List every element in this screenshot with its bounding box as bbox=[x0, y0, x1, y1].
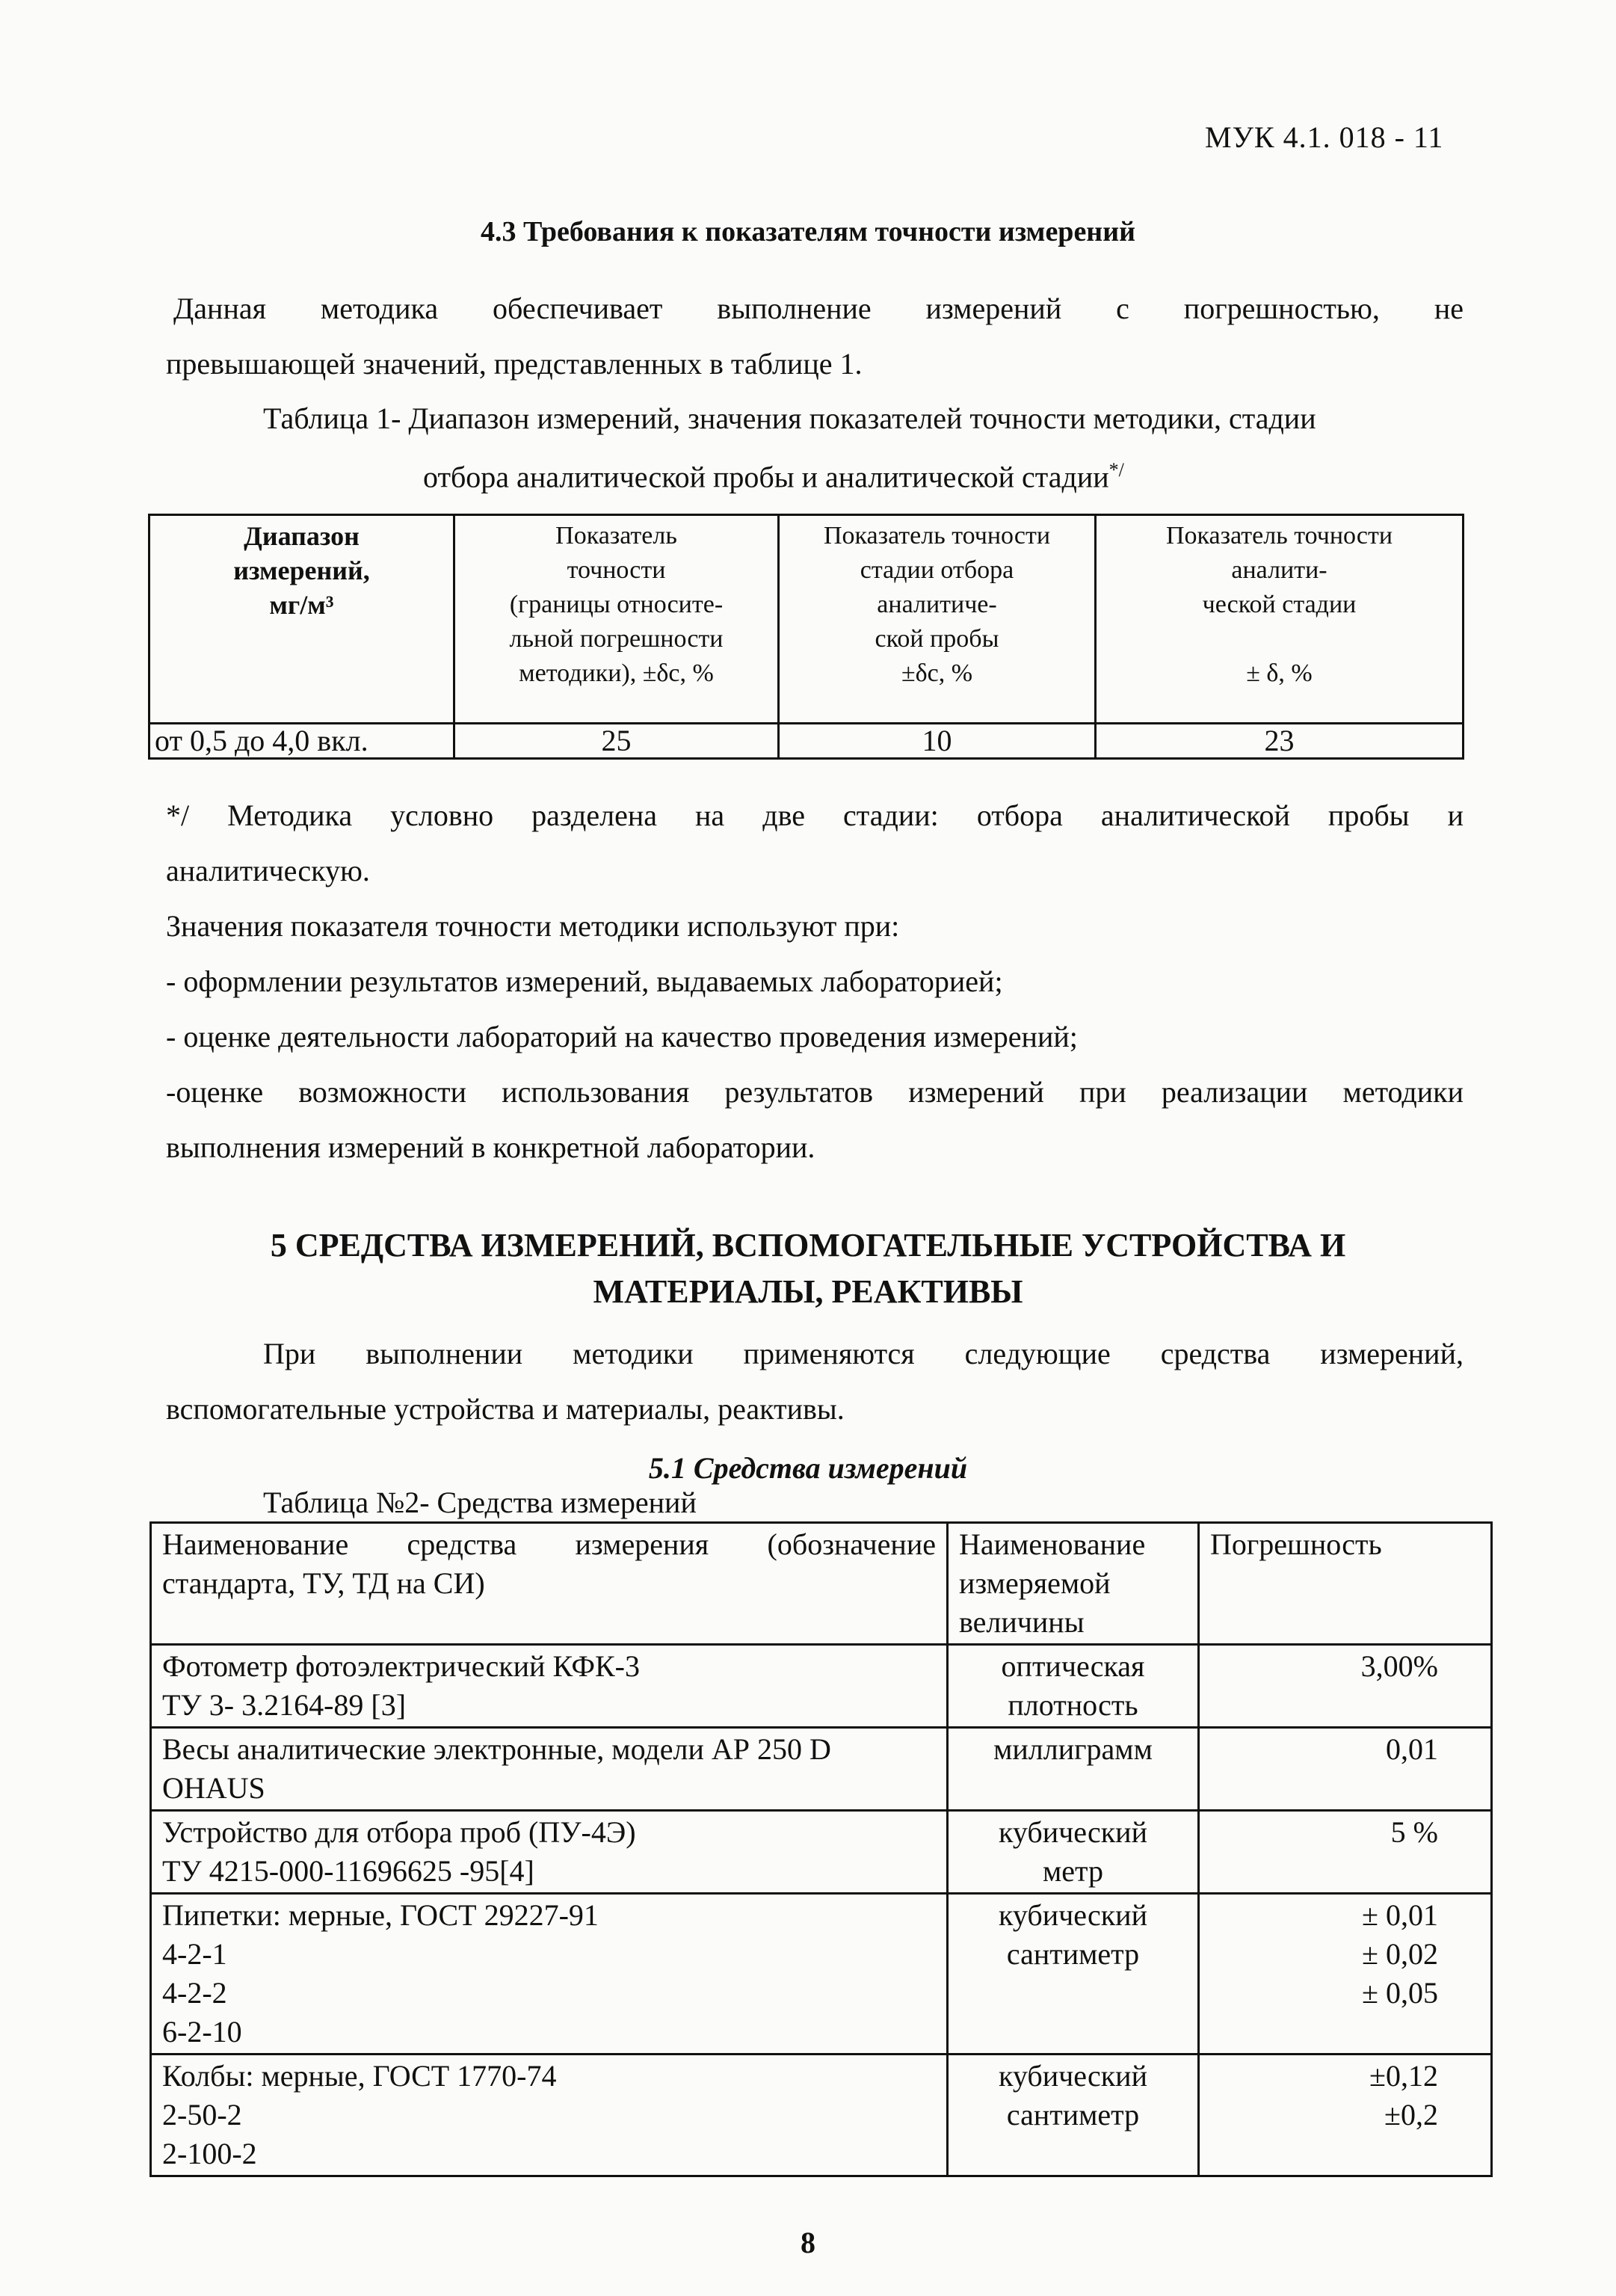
table-row bbox=[151, 1811, 1492, 1894]
quantity-cell bbox=[948, 2055, 1199, 2176]
section-4-3-intro-cont bbox=[166, 336, 1456, 392]
header-line: Наименование bbox=[959, 1527, 1146, 1561]
table1-caption-cont bbox=[423, 459, 1124, 494]
header-line: Диапазон bbox=[244, 521, 360, 551]
cell-line: сантиметр bbox=[1006, 2098, 1140, 2132]
usage-bullet: - оформлении результатов измерений, выдаваемых лабораторией; bbox=[166, 964, 1003, 998]
cell-line: Фотометр фотоэлектрический КФК-3 bbox=[162, 1649, 640, 1683]
instrument-cell bbox=[151, 1728, 948, 1811]
table2-header-instrument bbox=[151, 1523, 948, 1645]
header-line: точности bbox=[567, 556, 666, 584]
document-code: МУК 4.1. 018 - 11 bbox=[1205, 120, 1444, 154]
cell-line: Устройство для отбора проб (ПУ-4Э) bbox=[162, 1815, 636, 1849]
table2-header-error bbox=[1199, 1523, 1492, 1645]
header-line: Погрешность bbox=[1210, 1527, 1382, 1561]
error-cell bbox=[1199, 2055, 1492, 2176]
header-line: (границы относите- bbox=[509, 591, 724, 618]
cell-line: Колбы: мерные, ГОСТ 1770-74 bbox=[162, 2059, 557, 2093]
header-line: Показатель точности bbox=[823, 522, 1051, 550]
table1-caption: Таблица 1- Диапазон измерений, значения показателей точности методики, стадии bbox=[263, 401, 1316, 435]
cell-line: 5 % bbox=[1390, 1815, 1438, 1849]
cell-line: OHAUS bbox=[162, 1771, 265, 1805]
cell-line: ± 0,02 bbox=[1362, 1937, 1438, 1971]
header-line: мг/м³ bbox=[269, 590, 334, 620]
table1-header-range bbox=[149, 515, 454, 724]
table2-header-quantity bbox=[948, 1523, 1199, 1645]
cell-line: Весы аналитические электронные, модели АР 250 D bbox=[162, 1732, 831, 1766]
instrument-cell bbox=[151, 2055, 948, 2176]
cell-line: кубический bbox=[999, 1898, 1147, 1932]
cell-line: 6-2-10 bbox=[162, 2015, 242, 2049]
header-line: аналити- bbox=[1231, 556, 1327, 584]
header-line: Наименование средства измерения (обозначение bbox=[162, 1527, 936, 1561]
error-cell bbox=[1199, 1645, 1492, 1728]
table2 bbox=[149, 1521, 1493, 2177]
cell-line: метр bbox=[1042, 1854, 1104, 1888]
quantity-cell bbox=[948, 1645, 1199, 1728]
cell-line: Пипетки: мерные, ГОСТ 29227-91 bbox=[162, 1898, 599, 1932]
usage-bullet-cont: выполнения измерений в конкретной лаборатории. bbox=[166, 1130, 815, 1164]
table1-caption-line: отбора аналитической пробы и аналитической стадии bbox=[423, 460, 1109, 494]
header-line: льной погрешности bbox=[509, 625, 724, 653]
footnote bbox=[166, 788, 1464, 1175]
header-line bbox=[1101, 622, 1458, 656]
table1-row bbox=[149, 724, 1464, 759]
quantity-cell bbox=[948, 1728, 1199, 1811]
page-number: 8 bbox=[801, 2226, 815, 2259]
table1 bbox=[148, 514, 1464, 760]
cell-line: плотность bbox=[1008, 1688, 1138, 1722]
quantity-cell bbox=[948, 1811, 1199, 1894]
cell-line: сантиметр bbox=[1006, 1937, 1140, 1971]
footnote-mark: */ bbox=[1108, 459, 1124, 481]
cell-line: кубический bbox=[999, 1815, 1147, 1849]
cell-line: кубический bbox=[999, 2059, 1147, 2093]
table-row bbox=[151, 1645, 1492, 1728]
cell-line: ±0,2 bbox=[1384, 2098, 1438, 2132]
header-line: ской пробы bbox=[875, 625, 999, 653]
cell-line: ±0,12 bbox=[1369, 2059, 1438, 2093]
intro-line: При выполнении методики применяются следующие средства измерений, bbox=[263, 1337, 1464, 1370]
cell-line: 4-2-1 bbox=[162, 1937, 227, 1971]
section-4-3-title: 4.3 Требования к показателям точности измерений bbox=[480, 216, 1135, 247]
instrument-cell bbox=[151, 1894, 948, 2055]
instrument-cell bbox=[151, 1811, 948, 1894]
section-5-intro bbox=[263, 1326, 1464, 1382]
section-5-title-line: МАТЕРИАЛЫ, РЕАКТИВЫ bbox=[593, 1273, 1023, 1310]
cell-line: 3,00% bbox=[1360, 1649, 1438, 1683]
header-line: ±δс, % bbox=[901, 659, 973, 687]
header-line: методики), ±δс, % bbox=[519, 659, 714, 687]
cell-line: миллиграмм bbox=[993, 1732, 1153, 1766]
header-line: Показатель точности bbox=[1165, 522, 1393, 550]
cell-line: ТУ 3- 3.2164-89 [3] bbox=[162, 1688, 407, 1722]
cell-line: 2-100-2 bbox=[162, 2137, 257, 2170]
intro-line: превышающей значений, представленных в таблице 1. bbox=[166, 347, 863, 381]
section-5-intro-cont bbox=[166, 1382, 1464, 1437]
section-5-title-line: 5 СРЕДСТВА ИЗМЕРЕНИЙ, ВСПОМОГАТЕЛЬНЫЕ УСТРОЙСТВА И bbox=[270, 1227, 1346, 1264]
cell-line: 2-50-2 bbox=[162, 2098, 242, 2132]
section-4-3-intro bbox=[173, 281, 1464, 336]
header-line: стадии отбора bbox=[860, 556, 1014, 584]
usage-bullet: - оценке деятельности лабораторий на качество проведения измерений; bbox=[166, 1020, 1078, 1053]
table-row bbox=[151, 2055, 1492, 2176]
header-line: измеряемой bbox=[959, 1566, 1111, 1600]
table2-caption: Таблица №2- Средства измерений bbox=[263, 1486, 697, 1519]
header-line: стандарта, ТУ, ТД на СИ) bbox=[162, 1566, 485, 1600]
error-cell bbox=[1199, 1894, 1492, 2055]
cell-line: ± 0,05 bbox=[1362, 1976, 1438, 2010]
cell-line: оптическая bbox=[1001, 1649, 1145, 1683]
usage-intro: Значения показателя точности методики используют при: bbox=[166, 909, 900, 943]
header-line: измерений, bbox=[233, 555, 370, 585]
header-line: аналитиче- bbox=[877, 591, 997, 618]
table-row bbox=[151, 1728, 1492, 1811]
table-row bbox=[151, 1894, 1492, 2055]
table2-header-row bbox=[151, 1523, 1492, 1645]
header-line: величины bbox=[959, 1605, 1085, 1639]
table1-header-method-accuracy bbox=[454, 515, 779, 724]
table1-header-analytic-accuracy bbox=[1096, 515, 1464, 724]
section-5-title bbox=[0, 1222, 1616, 1315]
footnote-line: аналитическую. bbox=[166, 854, 370, 887]
instrument-cell bbox=[151, 1645, 948, 1728]
table1-cell-analytic: 23 bbox=[1096, 724, 1464, 759]
header-line: ческой стадии bbox=[1202, 591, 1357, 618]
table1-cell-sampling: 10 bbox=[779, 724, 1096, 759]
subsection-5-1-title: 5.1 Средства измерений bbox=[648, 1451, 968, 1485]
table1-cell-method: 25 bbox=[454, 724, 779, 759]
cell-line: 4-2-2 bbox=[162, 1976, 227, 2010]
cell-line: ТУ 4215-000-11696625 -95[4] bbox=[162, 1854, 534, 1888]
intro-line: вспомогательные устройства и материалы, реактивы. bbox=[166, 1392, 845, 1426]
error-cell bbox=[1199, 1811, 1492, 1894]
header-line: Показатель bbox=[555, 522, 677, 550]
intro-line: Данная методика обеспечивает выполнение измерений с погрешностью, не bbox=[173, 292, 1464, 325]
usage-bullet: -оценке возможности использования результатов измерений при реализации методики bbox=[166, 1075, 1464, 1109]
table1-cell-range: от 0,5 до 4,0 вкл. bbox=[149, 724, 454, 759]
cell-line: 0,01 bbox=[1386, 1732, 1438, 1766]
header-line: ± δ, % bbox=[1246, 659, 1313, 687]
footnote-line: */ Методика условно разделена на две стадии: отбора аналитической пробы и bbox=[166, 798, 1464, 832]
quantity-cell bbox=[948, 1894, 1199, 2055]
table1-header-row bbox=[149, 515, 1464, 724]
table1-header-sampling-accuracy bbox=[779, 515, 1096, 724]
cell-line: ± 0,01 bbox=[1362, 1898, 1438, 1932]
error-cell bbox=[1199, 1728, 1492, 1811]
